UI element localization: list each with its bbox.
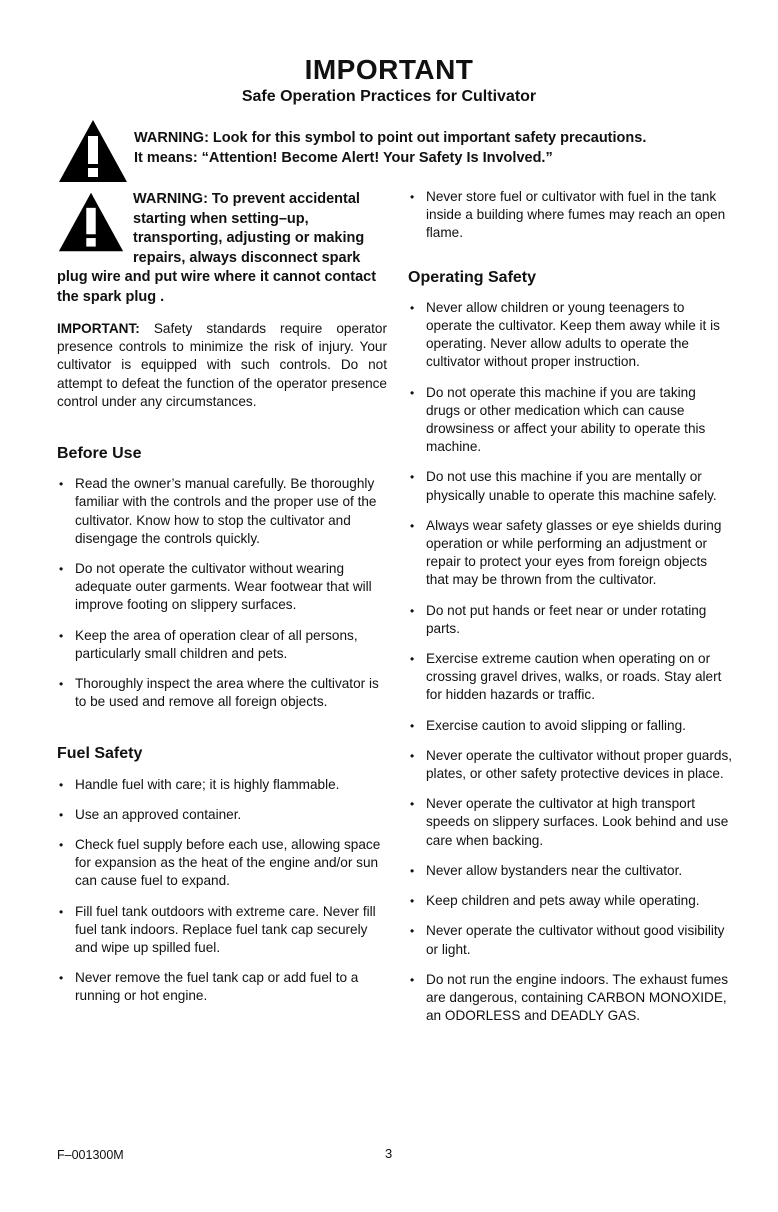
safety-symbol-warning <box>134 128 734 168</box>
spark-plug-warning-text: WARNING: To prevent accidental starting when setting–up, transporting, adjusting or making repairs, always disconnect spark plug wire and put wire where it cannot contact the spark plug . <box>57 191 377 305</box>
list-item: • Do not run the engine indoors. The exhaust fumes are dangerous, containing CARBON MONOXIDE, an ODORLESS and DEADLY GAS. <box>408 971 733 1026</box>
warning-line-1: WARNING: Look for this symbol to point out important safety precautions. <box>134 130 647 146</box>
list-item: • Never store fuel or cultivator with fuel in the tank inside a building where fumes may reach an open flame. <box>408 188 733 243</box>
list-item: • Handle fuel with care; it is highly flammable. <box>57 776 387 794</box>
important-label: IMPORTANT: <box>57 321 140 336</box>
list-item: • Do not operate the cultivator without wearing adequate outer garments. Wear footwear that will improve footing on slippery surfaces. <box>57 560 387 615</box>
important-paragraph <box>57 320 387 411</box>
fuel-safety-list <box>57 776 387 1006</box>
before-use-list <box>57 475 387 711</box>
warning-line-2: It means: “Attention! Become Alert! Your Safety Is Involved.” <box>134 150 553 166</box>
list-item: • Never remove the fuel tank cap or add fuel to a running or hot engine. <box>57 969 387 1005</box>
operating-safety-list <box>408 299 733 1026</box>
important-text: Safety standards require operator presence controls to minimize the risk of injury. Your cultivator is equipped with such controls. Do not attempt to defeat the function of the operator presence control under any circumstances. <box>57 321 387 409</box>
list-item: • Never allow children or young teenagers to operate the cultivator. Keep them away while it is operating. Never allow adults to operate the cultivator without proper instruction. <box>408 299 733 372</box>
list-item: • Keep children and pets away while operating. <box>408 892 733 910</box>
page-subtitle: Safe Operation Practices for Cultivator <box>241 88 537 105</box>
list-item: • Do not put hands or feet near or under rotating parts. <box>408 602 733 638</box>
warning-triangle-icon <box>57 190 125 254</box>
section-heading-operating-safety: Operating Safety <box>408 268 537 286</box>
list-item: • Exercise caution to avoid slipping or falling. <box>408 717 733 735</box>
spark-plug-warning <box>57 190 379 307</box>
page-title: IMPORTANT <box>304 54 474 85</box>
list-item: • Always wear safety glasses or eye shields during operation or while performing an adjustment or repair to protect your eyes from foreign objects that may be thrown from the cultivator. <box>408 517 733 590</box>
section-heading-before-use: Before Use <box>57 445 142 463</box>
list-item: • Never operate the cultivator at high transport speeds on slippery surfaces. Look behind and use care when backing. <box>408 795 733 850</box>
list-item: • Keep the area of operation clear of all persons, particularly small children and pets. <box>57 627 387 663</box>
right-column <box>408 188 733 1025</box>
list-item: • Do not use this machine if you are mentally or physically unable to operate this machine safely. <box>408 468 733 504</box>
list-item: • Fill fuel tank outdoors with extreme care. Never fill fuel tank indoors. Replace fuel tank cap securely and wipe up spilled fuel. <box>57 903 387 958</box>
list-item: • Do not operate this machine if you are taking drugs or other medication which can cause drowsiness or affect your ability to operate this machine. <box>408 384 733 457</box>
warning-triangle-icon <box>57 118 129 184</box>
section-heading-fuel-safety: Fuel Safety <box>57 745 143 763</box>
list-item: • Thoroughly inspect the area where the cultivator is to be used and remove all foreign objects. <box>57 675 387 711</box>
left-column <box>57 320 387 1006</box>
list-item: • Never operate the cultivator without good visibility or light. <box>408 922 733 958</box>
list-item: • Check fuel supply before each use, allowing space for expansion as the heat of the engine and/or sun can cause fuel to expand. <box>57 836 387 891</box>
fuel-safety-list-continued <box>408 188 733 243</box>
list-item: • Read the owner’s manual carefully. Be thoroughly familiar with the controls and the proper use of the cultivator. Know how to stop the cultivator and disengage the controls quickly. <box>57 475 387 548</box>
list-item: • Use an approved container. <box>57 806 387 824</box>
list-item: • Exercise extreme caution when operating on or crossing gravel drives, walks, or roads. Stay alert for hidden hazards or traffic. <box>408 650 733 705</box>
document-id: F–001300M <box>57 1148 124 1162</box>
list-item: • Never operate the cultivator without proper guards, plates, or other safety protective devices in place. <box>408 747 733 783</box>
list-item: • Never allow bystanders near the cultivator. <box>408 862 733 880</box>
page-number: 3 <box>385 1146 393 1161</box>
